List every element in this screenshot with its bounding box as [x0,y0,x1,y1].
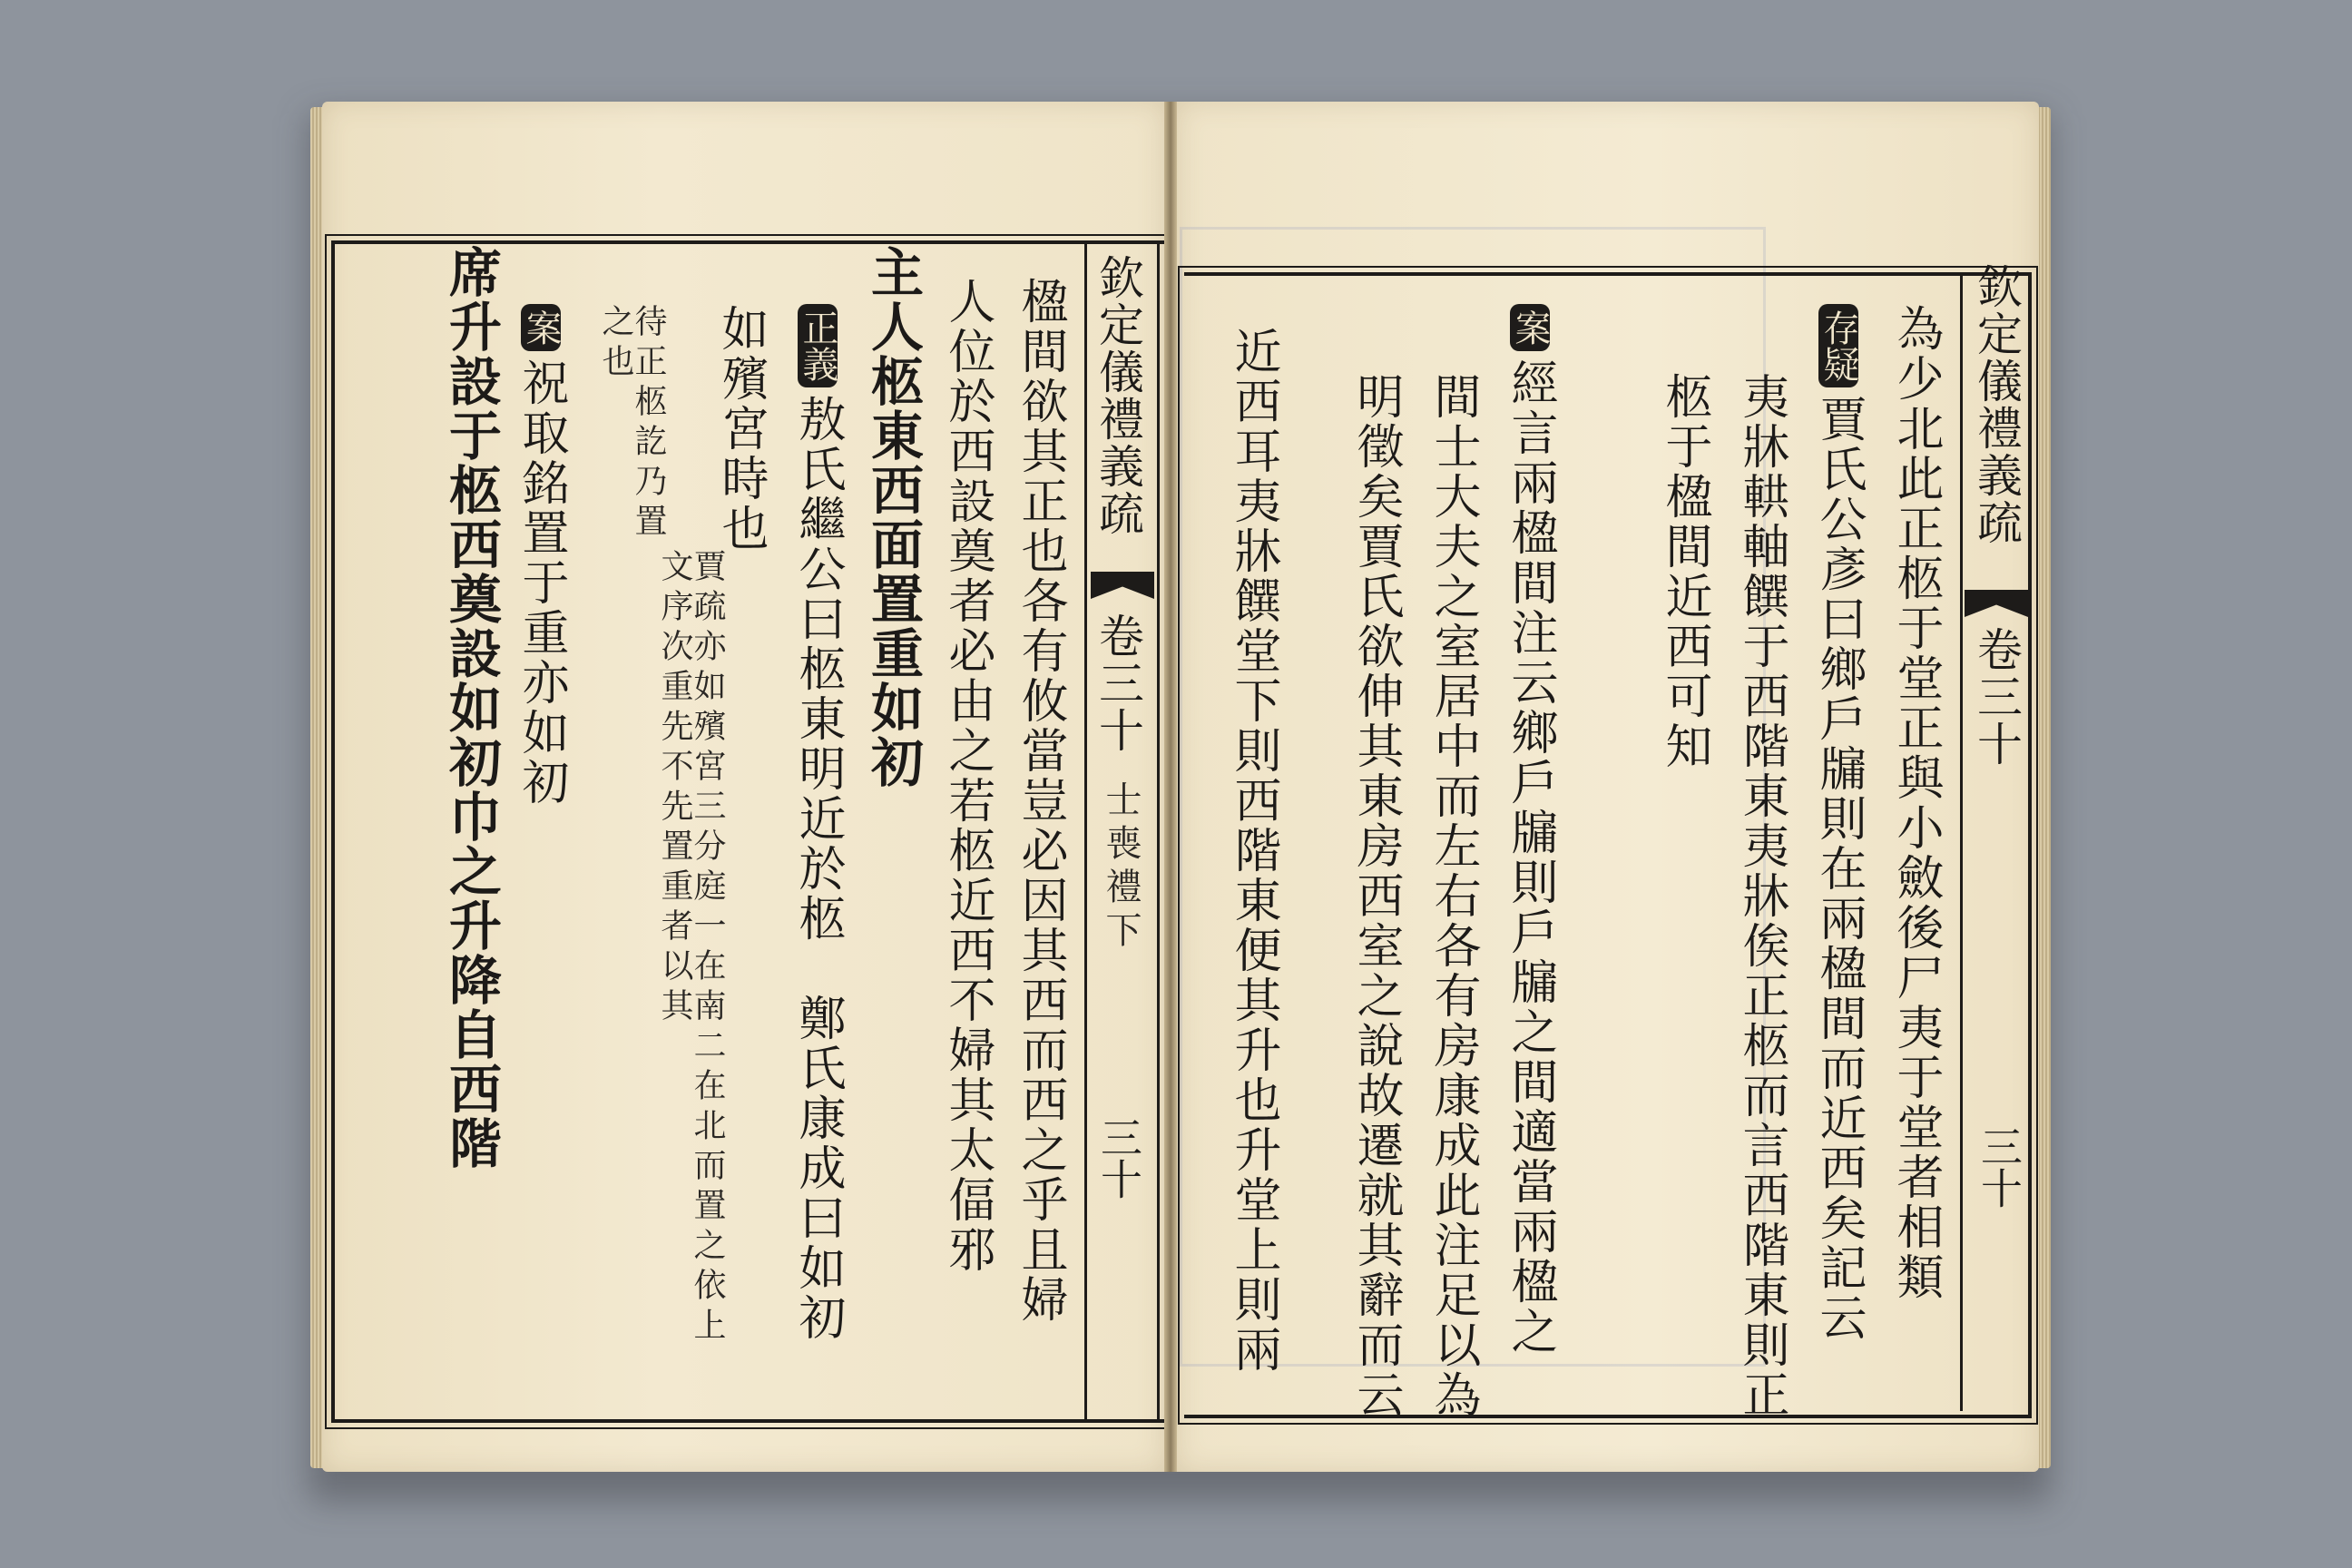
cunyi-badge: 存疑 [1818,304,1858,387]
right-col-4: 柩于楹間近西可知 [1657,372,1711,771]
left-col-2: 人位於西設奠者必由之若柩近西不婦其太偪邪 [940,277,995,1275]
left-col-4 [790,304,845,1343]
left-col-6-note: 待正柩訖乃置之也 [597,304,667,544]
right-margin-title: 欽定儀禮義疏 [1970,263,2023,546]
left-col-3: 主人柩東西面置重如初 [862,245,924,789]
left-chapter: 士喪禮下 [1100,780,1142,955]
right-col-7: 明徵矣賈氏欲伸其東房西室之說故遷就其辭而云 [1348,372,1403,1420]
left-col-5-note: 賈疏亦如殯宮三分庭一在南二在北而置之依上文序次重先不先置重者以其 [656,549,726,1348]
right-col-5 [1503,304,1557,1357]
left-col-1: 楹間欲其正也各有攸當豈必因其西而西之乎且婦 [1013,277,1067,1325]
right-juan: 卷三十 [1970,626,2023,768]
an-badge-left: 案 [521,304,561,351]
right-col-5-text: 經言兩楹間注云鄉戶牖則戶牖之間適當兩楹之 [1503,358,1557,1357]
right-col-2 [1811,304,1866,1343]
left-col-4-text: 敖氏繼公曰柩東明近於柩 鄭氏康成曰如初 [790,395,845,1343]
right-col-2-text: 賈氏公彥曰鄉戶牖則在兩楹間而近西矣記云 [1811,395,1866,1343]
zhengyi-badge: 正義 [798,304,838,387]
right-col-1: 為少北此正柩于堂正與小斂後尸夷于堂者相類 [1888,304,1943,1302]
left-margin-title: 欽定儀禮義疏 [1092,254,1144,537]
left-col-5: 如殯宮時也 [713,304,768,554]
right-col-3: 夷牀輁軸饌于西階東夷牀俟正柩而言西階東則正 [1734,372,1788,1420]
right-col-6: 間士大夫之室居中而左右各有房康成此注足以為 [1426,372,1480,1420]
left-juan: 卷三十 [1092,612,1144,754]
right-col-8: 近西耳夷牀饌堂下則西階東便其升也升堂上則兩 [1226,327,1280,1375]
left-col-8: 席升設于柩西奠設如初巾之升降自西階 [440,245,502,1171]
left-page-number: 三十 [1094,1116,1143,1200]
left-margin-rule [1084,240,1087,1420]
left-col-7 [514,304,568,808]
left-margin-rule-outer [1157,240,1160,1420]
book-gutter [1164,102,1177,1472]
right-page-number: 三十 [1975,1125,2024,1209]
left-col-7-text: 祝取銘置于重亦如初 [514,358,568,808]
an-badge-right: 案 [1510,304,1550,351]
right-margin-rule [1960,272,1963,1411]
